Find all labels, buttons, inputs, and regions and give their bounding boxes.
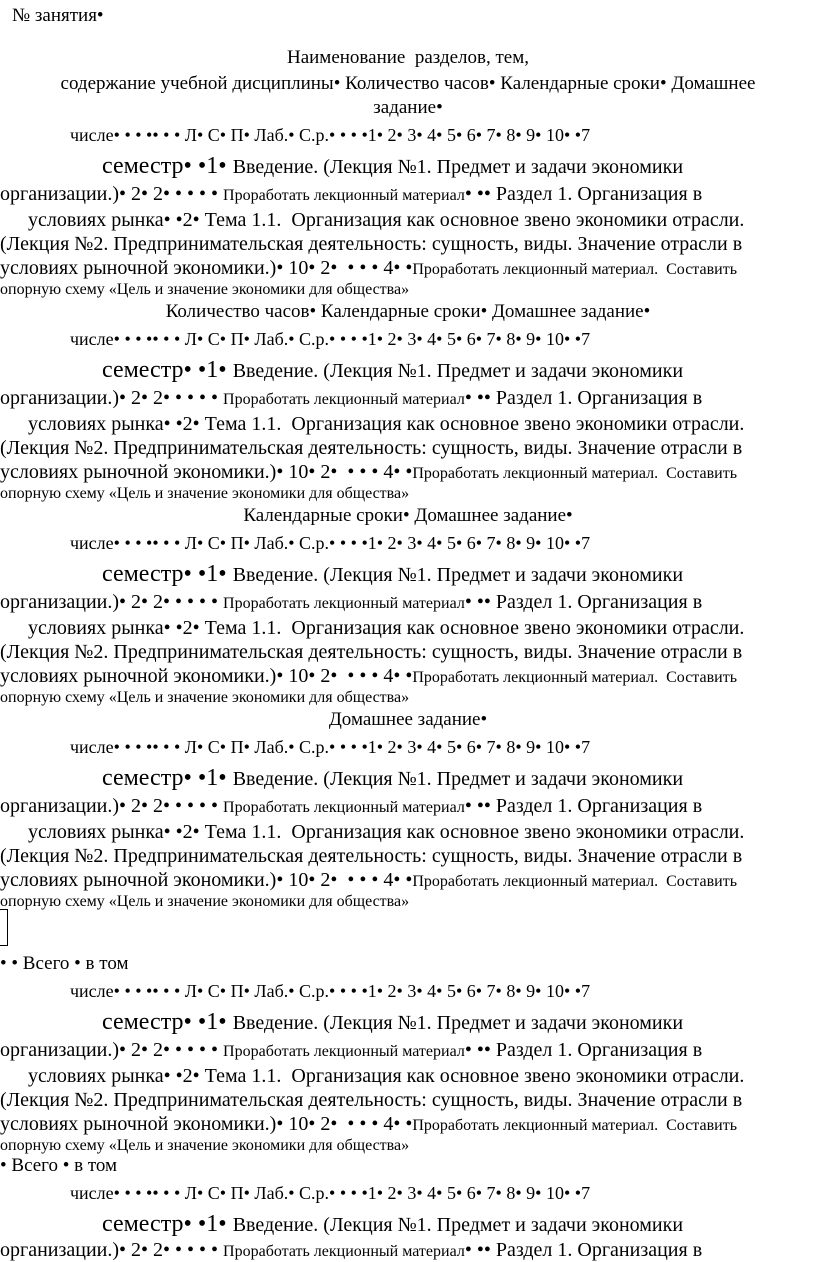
block-5-row-2: семестр• •1• Введение. (Лекция №1. Предмет и задачи экономики (102, 1211, 684, 1237)
block-3-row-1: числе• • • •• • • Л• С• П• Лаб.• С.р.• • • •1• 2• 3• 4• 5• 6• 7• 8• 9• 10• •7 (70, 737, 591, 757)
table-title-line-3: задание• (373, 97, 443, 118)
block-0-row-6: условиях рыночной экономики.)• 10• 2• • • • 4• •Проработать лекционный материал. Составить (0, 257, 737, 279)
block-1-row-5: (Лекция №2. Предпринимательская деятельность: сущность, виды. Значение отрасли в (0, 437, 743, 459)
block-4-row-6: условиях рыночной экономики.)• 10• 2• • • • 4• •Проработать лекционный материал. Составить (0, 1113, 737, 1135)
block-2-row-2: семестр• •1• Введение. (Лекция №1. Предмет и задачи экономики (102, 561, 684, 587)
block-2-row-5: (Лекция №2. Предпринимательская деятельность: сущность, виды. Значение отрасли в (0, 641, 743, 663)
block-1-row-7: опорную схему «Цель и значение экономики для общества» (0, 485, 410, 502)
block-3-row-3: организации.)• 2• 2• • • • • Проработать лекционный материал• •• Раздел 1. Организация в (0, 795, 703, 817)
block-4-row-2: семестр• •1• Введение. (Лекция №1. Предмет и задачи экономики (102, 1009, 684, 1035)
block-3-row-4: условиях рынка• •2• Тема 1.1. Организация как основное звено экономики отрасли. (28, 821, 745, 843)
block-2-row-3: организации.)• 2• 2• • • • • Проработать лекционный материал• •• Раздел 1. Организация в (0, 591, 703, 613)
table-title-line-2: содержание учебной дисциплины• Количество часов• Календарные сроки• Домашнее (60, 73, 756, 94)
block-4-heading: • • Всего • в том (0, 953, 129, 974)
block-3-heading: Домашнее задание• (328, 709, 488, 730)
block-1-row-1: числе• • • •• • • Л• С• П• Лаб.• С.р.• • • •1• 2• 3• 4• 5• 6• 7• 8• 9• 10• •7 (70, 329, 591, 349)
block-1-row-3: организации.)• 2• 2• • • • • Проработать лекционный материал• •• Раздел 1. Организация в (0, 387, 703, 409)
block-0-row-1: числе• • • •• • • Л• С• П• Лаб.• С.р.• • • •1• 2• 3• 4• 5• 6• 7• 8• 9• 10• •7 (70, 125, 591, 145)
block-4-row-5: (Лекция №2. Предпринимательская деятельность: сущность, виды. Значение отрасли в (0, 1089, 743, 1111)
block-2-row-7: опорную схему «Цель и значение экономики для общества» (0, 689, 410, 706)
lesson-number-header: № занятия• (12, 5, 104, 26)
block-1-heading: Количество часов• Календарные сроки• Домашнее задание• (165, 301, 651, 322)
block-0-row-3: организации.)• 2• 2• • • • • Проработать лекционный материал• •• Раздел 1. Организация в (0, 183, 703, 205)
block-4-row-4: условиях рынка• •2• Тема 1.1. Организация как основное звено экономики отрасли. (28, 1065, 745, 1087)
block-1-row-2: семестр• •1• Введение. (Лекция №1. Предмет и задачи экономики (102, 357, 684, 383)
block-0-row-5: (Лекция №2. Предпринимательская деятельность: сущность, виды. Значение отрасли в (0, 233, 743, 255)
block-3-row-5: (Лекция №2. Предпринимательская деятельность: сущность, виды. Значение отрасли в (0, 845, 743, 867)
block-1-row-4: условиях рынка• •2• Тема 1.1. Организация как основное звено экономики отрасли. (28, 413, 745, 435)
block-3-row-7: опорную схему «Цель и значение экономики для общества» (0, 893, 410, 910)
block-2-row-6: условиях рыночной экономики.)• 10• 2• • • • 4• •Проработать лекционный материал. Составить (0, 665, 737, 687)
block-0-row-2: семестр• •1• Введение. (Лекция №1. Предмет и задачи экономики (102, 153, 684, 179)
block-5-row-1: числе• • • •• • • Л• С• П• Лаб.• С.р.• • • •1• 2• 3• 4• 5• 6• 7• 8• 9• 10• •7 (70, 1183, 591, 1203)
block-5-heading: • Всего • в том (0, 1155, 118, 1176)
block-2-heading: Календарные сроки• Домашнее задание• (243, 505, 573, 526)
table-title-line-1: Наименование разделов, тем, (286, 47, 530, 68)
block-0-row-7: опорную схему «Цель и значение экономики для общества» (0, 281, 410, 298)
block-4-row-7: опорную схему «Цель и значение экономики для общества» (0, 1137, 410, 1154)
block-2-row-4: условиях рынка• •2• Тема 1.1. Организация как основное звено экономики отрасли. (28, 617, 745, 639)
block-0-row-4: условиях рынка• •2• Тема 1.1. Организация как основное звено экономики отрасли. (28, 209, 745, 231)
block-3-row-2: семестр• •1• Введение. (Лекция №1. Предмет и задачи экономики (102, 765, 684, 791)
block-5-row-3: организации.)• 2• 2• • • • • Проработать лекционный материал• •• Раздел 1. Организация в (0, 1239, 703, 1261)
block-4-row-3: организации.)• 2• 2• • • • • Проработать лекционный материал• •• Раздел 1. Организация в (0, 1039, 703, 1061)
block-1-row-6: условиях рыночной экономики.)• 10• 2• • • • 4• •Проработать лекционный материал. Составить (0, 461, 737, 483)
block-3-row-6: условиях рыночной экономики.)• 10• 2• • • • 4• •Проработать лекционный материал. Составить (0, 869, 737, 891)
block-2-row-1: числе• • • •• • • Л• С• П• Лаб.• С.р.• • • •1• 2• 3• 4• 5• 6• 7• 8• 9• 10• •7 (70, 533, 591, 553)
table-cell-border (0, 909, 8, 946)
block-4-row-1: числе• • • •• • • Л• С• П• Лаб.• С.р.• • • •1• 2• 3• 4• 5• 6• 7• 8• 9• 10• •7 (70, 981, 591, 1001)
